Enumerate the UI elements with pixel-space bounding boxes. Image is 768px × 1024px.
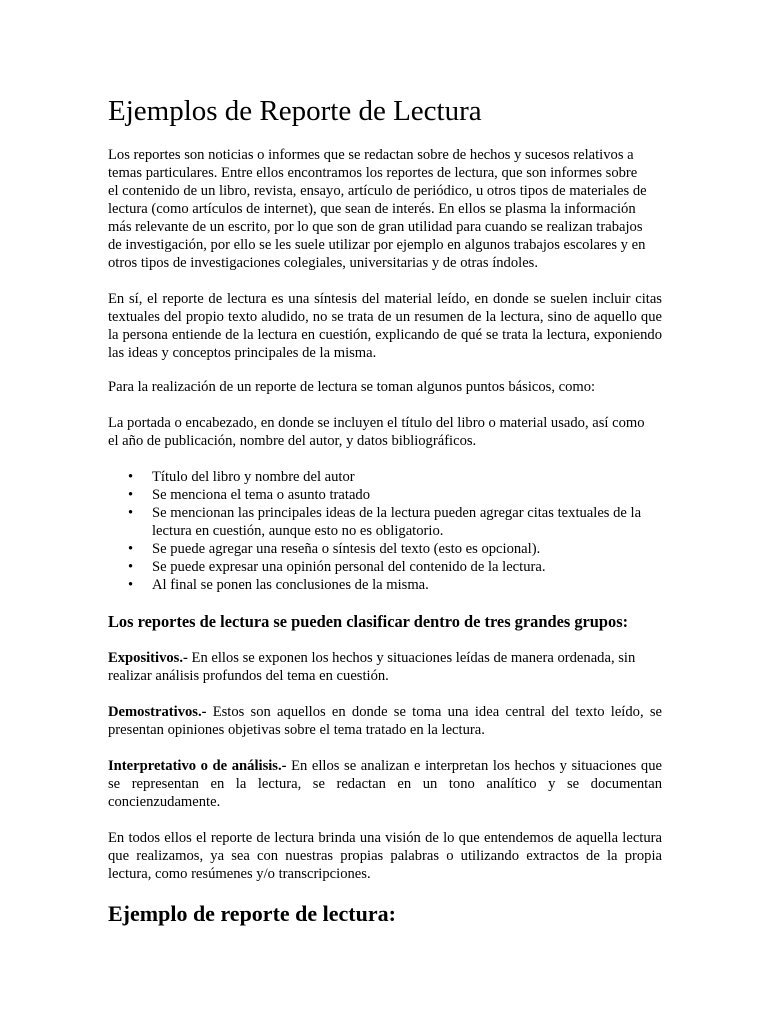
intro-line: de investigación, por ello se les suele utilizar por ejemplo en algunos trabajos escolares y en bbox=[108, 237, 646, 253]
list-item-text: Se mencionan las principales ideas de la lectura pueden agregar citas textuales de la lectura en cuestión, aunque esto no es obligatorio. bbox=[152, 505, 642, 539]
cover-paragraph bbox=[108, 414, 662, 450]
expositive-term: Expositivos.- bbox=[108, 650, 188, 666]
interpretive-paragraph bbox=[108, 757, 662, 811]
cover-line: el año de publicación, nombre del autor, y datos bibliográficos. bbox=[108, 433, 477, 449]
document-title: Ejemplos de Reporte de Lectura bbox=[108, 95, 482, 127]
list-item bbox=[108, 486, 662, 504]
bullet-icon: • bbox=[128, 577, 134, 593]
bullet-icon: • bbox=[128, 559, 134, 575]
intro-line: el contenido de un libro, revista, ensayo, artículo de periódico, u otros tipos de materiales de bbox=[108, 183, 647, 199]
synthesis-paragraph: En sí, el reporte de lectura es una síntesis del material leído, en donde se suelen incluir citas textuales del propio texto aludido, no se trata de un resumen de la lectura, sino de aquello que la persona entiende de la lectura en cuestión, explicando de qué se trata la lectura, exponiendo las ideas y conceptos principales de la misma. bbox=[108, 291, 662, 361]
list-item bbox=[108, 468, 662, 486]
demonstrative-paragraph bbox=[108, 703, 662, 739]
list-item bbox=[108, 504, 662, 540]
bullet-icon: • bbox=[128, 541, 134, 557]
intro-line: otros tipos de investigaciones colegiales, universitarias y de otras índoles. bbox=[108, 255, 539, 271]
points-intro-paragraph: Para la realización de un reporte de lectura se toman algunos puntos básicos, como: bbox=[108, 379, 596, 395]
list-item-text: Se puede expresar una opinión personal del contenido de la lectura. bbox=[152, 559, 546, 575]
interpretive-term: Interpretativo o de análisis.- bbox=[108, 758, 287, 774]
list-item-text: Se menciona el tema o asunto tratado bbox=[152, 487, 371, 503]
list-item bbox=[108, 558, 662, 576]
closing-paragraph: En todos ellos el reporte de lectura brinda una visión de lo que entendemos de aquella lectura que realizamos, ya sea con nuestras propias palabras o utilizando extractos de la propia lectura, como resúmenes y/o transcripciones. bbox=[108, 830, 662, 882]
list-item-text: Se puede agregar una reseña o síntesis del texto (esto es opcional). bbox=[152, 541, 541, 557]
demonstrative-text: Estos son aquellos en donde se toma una idea central del texto leído, se presentan opiniones objetivas sobre el tema tratado en la lectura. bbox=[108, 704, 662, 738]
bullet-list bbox=[108, 468, 662, 594]
intro-line: lectura (como artículos de internet), que sean de interés. En ellos se plasma la información bbox=[108, 201, 636, 217]
list-item bbox=[108, 576, 662, 594]
list-item-text: Título del libro y nombre del autor bbox=[152, 469, 355, 485]
classification-heading: Los reportes de lectura se pueden clasificar dentro de tres grandes grupos: bbox=[108, 612, 629, 631]
list-item-text: Al final se ponen las conclusiones de la misma. bbox=[152, 577, 429, 593]
bullet-icon: • bbox=[128, 487, 134, 503]
intro-paragraph bbox=[108, 146, 662, 272]
intro-line: más relevante de un escrito, por lo que son de gran utilidad para cuando se realizan trabajos bbox=[108, 219, 643, 235]
expositive-text: En ellos se exponen los hechos y situaciones leídas de manera ordenada, sin realizar análisis profundos del tema en cuestión. bbox=[108, 650, 636, 684]
cover-line: La portada o encabezado, en donde se incluyen el título del libro o material usado, así como bbox=[108, 415, 645, 431]
intro-line: temas particulares. Entre ellos encontramos los reportes de lectura, que son informes sobre bbox=[108, 165, 638, 181]
bullet-icon: • bbox=[128, 505, 134, 521]
bullet-icon: • bbox=[128, 469, 134, 485]
expositive-paragraph bbox=[108, 649, 662, 685]
list-item bbox=[108, 540, 662, 558]
interpretive-text: En ellos se analizan e interpretan los hechos y situaciones que se representan en la lectura, se redactan en un tono analítico y se documentan concienzudamente. bbox=[108, 758, 662, 810]
example-heading: Ejemplo de reporte de lectura: bbox=[108, 901, 396, 926]
demonstrative-term: Demostrativos.- bbox=[108, 704, 207, 720]
intro-line: Los reportes son noticias o informes que se redactan sobre de hechos y sucesos relativos a bbox=[108, 147, 634, 163]
